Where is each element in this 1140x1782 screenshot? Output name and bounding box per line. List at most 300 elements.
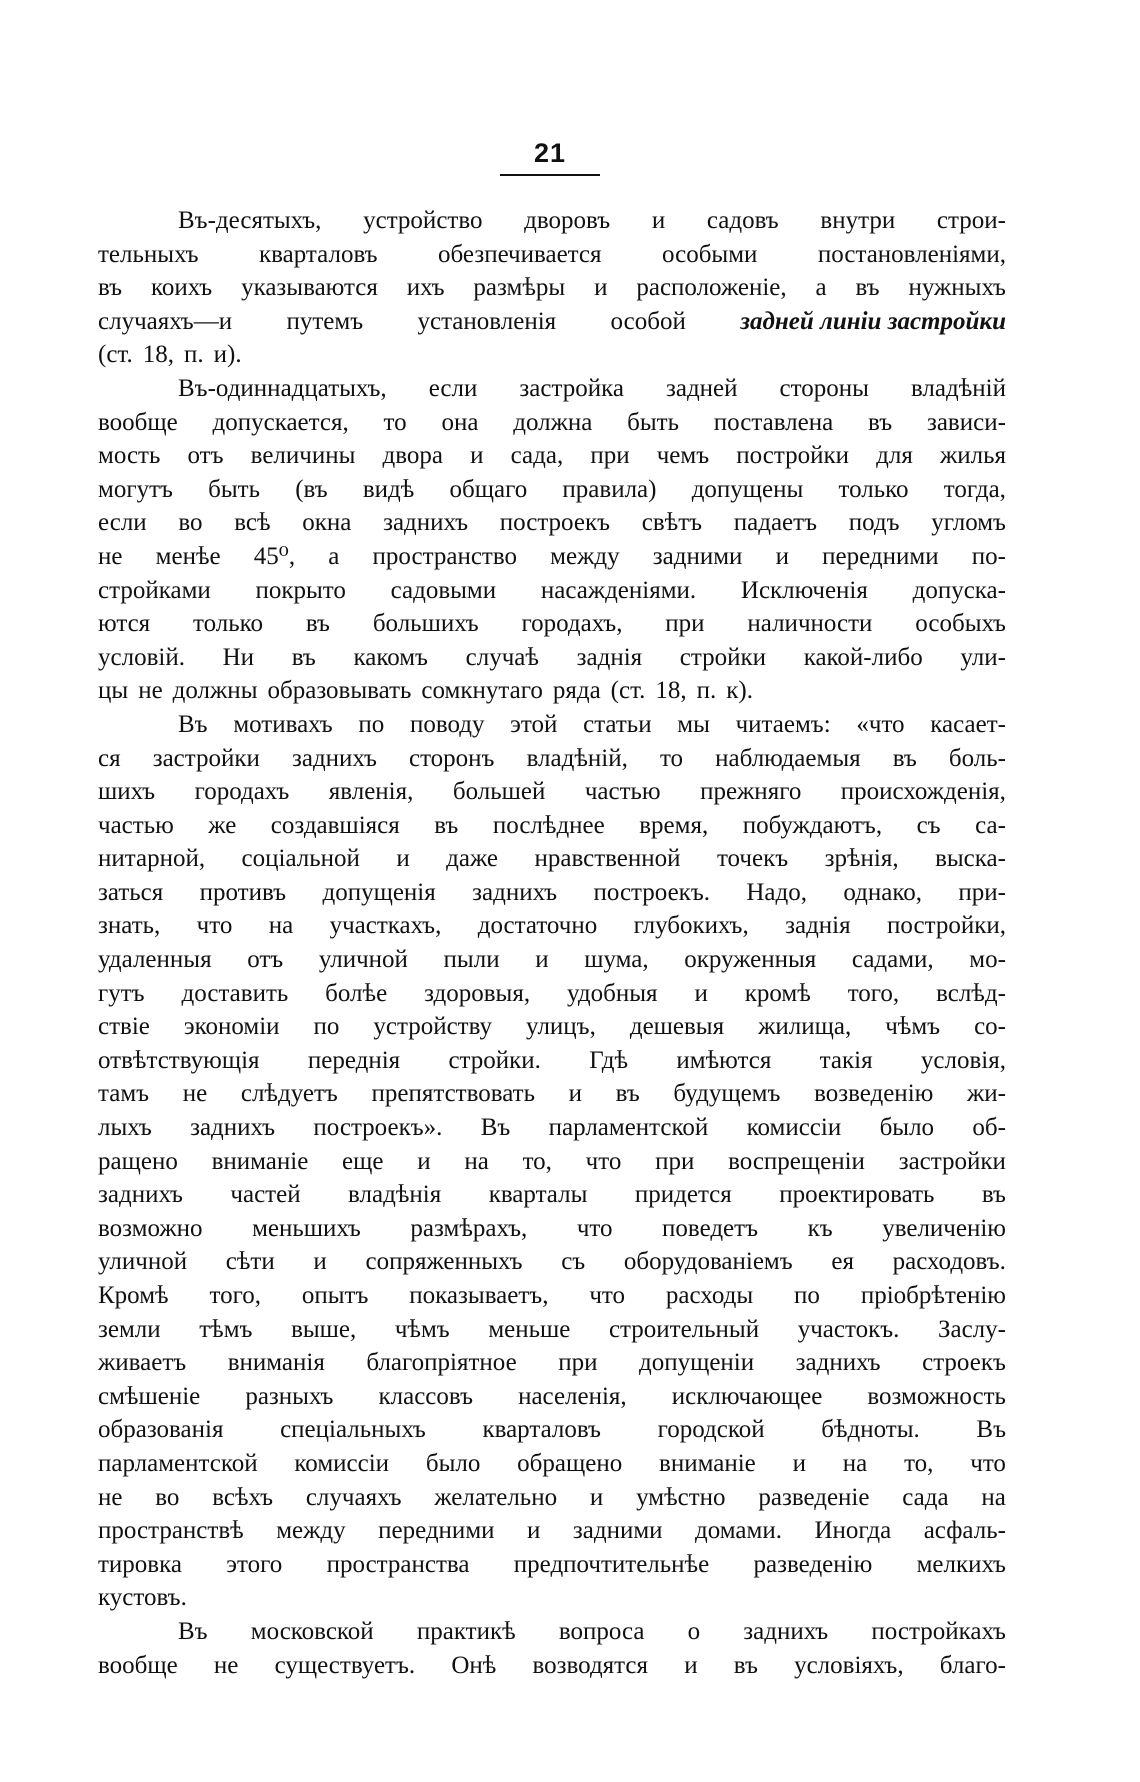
word: устройству xyxy=(373,1013,493,1041)
word: воспрещеніи xyxy=(728,1147,865,1175)
word: по xyxy=(358,710,385,738)
body-text xyxy=(98,204,1006,1682)
word: Въ-десятыхъ, xyxy=(178,207,322,234)
word: меньше xyxy=(488,1315,571,1343)
word: было xyxy=(425,1449,481,1477)
word: Ни xyxy=(222,643,255,671)
word: зрѣнія, xyxy=(824,845,899,873)
text-line xyxy=(98,708,1006,742)
text-line xyxy=(98,1380,1006,1414)
word: обезпечивается xyxy=(438,240,602,268)
word: заться xyxy=(98,878,164,906)
word: вниманія xyxy=(227,1349,325,1377)
word: гутъ xyxy=(98,979,145,1007)
text-line xyxy=(98,674,1006,708)
word: случаѣ xyxy=(465,643,539,671)
word: а xyxy=(815,274,827,302)
text-line xyxy=(98,943,1006,977)
word: улицъ, xyxy=(526,1013,596,1041)
word: и xyxy=(775,542,789,570)
text-line xyxy=(98,876,1006,910)
word: если xyxy=(428,374,478,402)
word: стройками xyxy=(98,576,211,604)
text-line xyxy=(98,1649,1006,1683)
word: вопроса xyxy=(558,1617,645,1645)
word: точекъ xyxy=(716,845,789,873)
word: особыхъ xyxy=(915,610,1006,638)
word: разныхъ xyxy=(245,1382,334,1410)
word: сопряженныхъ xyxy=(365,1248,523,1276)
word: желательно xyxy=(434,1483,558,1511)
word: установленія xyxy=(417,307,557,335)
word: тѣмъ xyxy=(199,1315,253,1343)
word: большей xyxy=(452,778,546,806)
word: ряда xyxy=(552,677,601,705)
word: земли xyxy=(98,1315,161,1343)
word: участкахъ, xyxy=(329,912,442,940)
word: и xyxy=(589,1483,604,1511)
word: могутъ xyxy=(98,475,173,503)
word: подъ xyxy=(848,509,900,537)
word: общаго xyxy=(449,475,528,503)
word: парламентской xyxy=(548,1114,709,1142)
word: что xyxy=(589,1282,626,1309)
word: противъ xyxy=(199,878,287,906)
word: какой-либо xyxy=(803,643,923,671)
word: съ xyxy=(561,1248,586,1276)
word: происхожденія, xyxy=(840,778,1006,806)
word: владѣнія xyxy=(348,1181,442,1209)
word: то xyxy=(659,744,684,772)
word: будущемъ xyxy=(673,1080,781,1108)
word: жилища, xyxy=(758,1013,852,1041)
word: по- xyxy=(971,542,1006,570)
word: поведетъ xyxy=(662,1214,759,1242)
word: асфаль- xyxy=(923,1517,1006,1545)
word: кромѣ xyxy=(744,979,811,1007)
word: что xyxy=(970,1449,1006,1477)
word: отвѣтствующія xyxy=(98,1046,260,1074)
word: всѣ xyxy=(234,509,271,537)
word: на xyxy=(268,912,294,940)
word: случаяхъ—и xyxy=(98,307,233,335)
word: Иногда xyxy=(814,1517,892,1545)
word: наличности xyxy=(747,610,873,638)
word: расходы xyxy=(665,1282,754,1309)
word: со- xyxy=(974,1013,1006,1041)
word: допущенія xyxy=(322,878,436,906)
word: мость xyxy=(98,442,161,470)
word: въ xyxy=(892,744,917,772)
word: достаточно xyxy=(477,912,598,940)
word: Въ-одиннадцатыхъ, xyxy=(178,374,387,402)
word: Въ xyxy=(178,710,208,738)
word: условій. xyxy=(98,643,185,671)
word: и xyxy=(694,979,708,1007)
word: двора xyxy=(382,442,443,470)
word: сада xyxy=(902,1483,949,1511)
word: кустовъ. xyxy=(98,1584,187,1612)
word: Кромѣ xyxy=(98,1282,169,1309)
word: по xyxy=(794,1282,820,1309)
word: 18, xyxy=(142,341,174,369)
word: должна xyxy=(513,408,593,436)
word: то, xyxy=(904,1449,934,1477)
word: правила) xyxy=(562,475,657,503)
word: не xyxy=(98,1483,123,1511)
word: 18, xyxy=(655,677,687,705)
word: чѣмъ xyxy=(394,1315,450,1343)
word: передними xyxy=(822,542,939,570)
word: увеличенію xyxy=(882,1214,1006,1242)
text-line xyxy=(98,439,1006,473)
word: сторонъ xyxy=(408,744,495,772)
word: еще xyxy=(342,1147,384,1175)
word: такія xyxy=(819,1046,873,1074)
text-line xyxy=(98,1615,1006,1649)
text-line xyxy=(98,238,1006,272)
word: и xyxy=(396,845,410,873)
word: случаяхъ xyxy=(305,1483,402,1511)
word: застройки xyxy=(152,744,260,772)
word: должны xyxy=(172,677,258,705)
word: при xyxy=(665,610,705,638)
word: создавшіяся xyxy=(270,811,400,839)
word: об- xyxy=(972,1114,1006,1142)
word: благопріятное xyxy=(366,1349,517,1377)
word: ствіе xyxy=(98,1013,150,1041)
word: во xyxy=(155,1483,180,1511)
word: слѣдуетъ xyxy=(240,1080,338,1108)
word: домами. xyxy=(695,1517,782,1545)
word: свѣтъ xyxy=(641,509,703,537)
word: 45⁰, xyxy=(253,542,296,570)
word: при xyxy=(655,1147,695,1175)
text-line xyxy=(98,742,1006,776)
word: касает- xyxy=(930,710,1006,738)
word: мо- xyxy=(969,946,1006,974)
word: имѣются xyxy=(676,1046,772,1074)
text-line xyxy=(98,1178,1006,1212)
word: садовъ xyxy=(706,207,779,234)
word: вообще xyxy=(98,408,178,436)
word: менѣе xyxy=(155,542,221,570)
word: если xyxy=(98,509,147,537)
word: разведенію xyxy=(753,1550,873,1578)
word: меньшихъ xyxy=(252,1214,361,1242)
word: величины xyxy=(250,442,356,470)
word: умѣстно xyxy=(636,1483,726,1511)
word: въ xyxy=(615,1080,640,1108)
word: послѣднее xyxy=(492,811,605,839)
word: тамъ xyxy=(98,1080,150,1108)
word: к). xyxy=(726,677,754,705)
word: условіяхъ, xyxy=(794,1651,904,1679)
text-line xyxy=(98,1313,1006,1347)
word: опытъ xyxy=(301,1282,369,1309)
word: существуетъ. xyxy=(274,1651,416,1679)
text-line xyxy=(98,204,1006,238)
text-line xyxy=(98,574,1006,608)
word: и xyxy=(417,1147,431,1175)
word: (ст. xyxy=(98,341,133,369)
word: заднихъ xyxy=(472,878,558,906)
word: доставить xyxy=(181,979,289,1007)
word: частью xyxy=(584,778,661,806)
word: и xyxy=(313,1248,327,1276)
word: во xyxy=(178,509,203,537)
word: строи- xyxy=(936,207,1006,234)
word: ули- xyxy=(960,643,1006,671)
word: не xyxy=(213,1651,239,1679)
word: нравственной xyxy=(534,845,681,873)
word: тогда, xyxy=(943,475,1006,503)
word: заднія xyxy=(576,643,643,671)
word: а xyxy=(328,542,340,570)
word: быть xyxy=(208,475,260,503)
word: ихъ xyxy=(406,274,445,302)
word: этой xyxy=(510,710,558,738)
word: и xyxy=(527,1517,541,1545)
word: придется xyxy=(634,1181,732,1209)
word: при xyxy=(590,442,630,470)
word: городахъ, xyxy=(521,610,623,638)
word: задними xyxy=(652,542,743,570)
word: жи- xyxy=(966,1080,1006,1108)
word: между xyxy=(276,1517,346,1545)
word: п. xyxy=(696,677,717,705)
word: мотивахъ xyxy=(233,710,333,738)
text-line xyxy=(98,1346,1006,1380)
word: о xyxy=(687,1617,701,1645)
word: обращено xyxy=(517,1449,623,1477)
word: построекъ xyxy=(499,509,611,537)
text-line xyxy=(98,641,1006,675)
word: что xyxy=(585,1147,622,1175)
word: же xyxy=(208,811,237,839)
word: пространство xyxy=(372,542,517,570)
word: вниманіе xyxy=(659,1449,756,1477)
word: Въ xyxy=(480,1114,511,1142)
word: время, xyxy=(639,811,709,839)
word: допускается, xyxy=(212,408,349,436)
page-number: 21 xyxy=(533,138,567,168)
text-line xyxy=(98,1514,1006,1548)
text-line xyxy=(98,1111,1006,1145)
word: пріобрѣтенію xyxy=(860,1282,1006,1309)
word: размѣрахъ, xyxy=(410,1214,528,1242)
text-line xyxy=(98,271,1006,305)
text-line xyxy=(98,809,1006,843)
word: частей xyxy=(230,1181,301,1209)
word: она xyxy=(441,408,479,436)
text-line xyxy=(98,607,1006,641)
word: угломъ xyxy=(931,509,1006,537)
word: въ xyxy=(305,610,330,638)
word: вслѣд- xyxy=(936,979,1006,1007)
word: расположеніе, xyxy=(636,274,787,302)
word: на xyxy=(981,1483,1006,1511)
word: заднія xyxy=(785,912,851,940)
word: практикѣ xyxy=(416,1617,516,1645)
word: вниманіе xyxy=(211,1147,309,1175)
text-line xyxy=(98,1413,1006,1447)
word: комиссіи xyxy=(746,1114,842,1142)
word: и xyxy=(684,1651,698,1679)
word: постройки xyxy=(736,442,849,470)
word: пыли xyxy=(443,946,500,974)
word: тельныхъ xyxy=(98,240,199,268)
word: условія, xyxy=(920,1046,1006,1074)
word: большихъ xyxy=(372,610,479,638)
word: строительный xyxy=(608,1315,760,1343)
word: кварталы xyxy=(488,1181,588,1209)
word: выше, xyxy=(291,1315,357,1343)
word: допущеніи xyxy=(638,1349,755,1377)
word: проектировать xyxy=(779,1181,935,1209)
word: мы xyxy=(677,710,710,738)
word: поставлена xyxy=(713,408,834,436)
word: построекъ». xyxy=(313,1114,443,1142)
word: и). xyxy=(213,341,242,369)
word: парламентской xyxy=(98,1449,258,1477)
word: возможно xyxy=(98,1214,203,1242)
word: комиссіи xyxy=(294,1449,390,1477)
word: глубокихъ, xyxy=(633,912,749,940)
word: шума, xyxy=(584,946,649,974)
word: кварталовъ xyxy=(259,240,378,268)
word: наблюдаемыя xyxy=(715,744,861,772)
word: устройство xyxy=(363,207,483,234)
word: московской xyxy=(250,1617,374,1645)
word: статьи xyxy=(583,710,652,738)
word: бѣдноты. xyxy=(821,1416,920,1444)
word: спеціальныхъ xyxy=(280,1416,426,1444)
word: владѣній, xyxy=(526,744,628,772)
word: указываются xyxy=(241,274,378,302)
word: лыхъ xyxy=(98,1114,152,1142)
word: дешевыя xyxy=(629,1013,725,1041)
word: кварталовъ xyxy=(482,1416,601,1444)
word: заднихъ xyxy=(743,1617,829,1645)
word: смѣшеніе xyxy=(98,1382,201,1410)
word: са- xyxy=(975,811,1006,839)
text-line xyxy=(98,1044,1006,1078)
word: внутри xyxy=(820,207,896,234)
word: то xyxy=(383,408,407,436)
word: не xyxy=(138,677,163,705)
word: экономіи xyxy=(183,1013,280,1041)
word: живаетъ xyxy=(98,1349,187,1377)
word: и xyxy=(792,1449,806,1477)
word: и xyxy=(470,442,484,470)
word: показываетъ, xyxy=(409,1282,549,1309)
word: болѣе xyxy=(325,979,388,1007)
word: читаемъ: xyxy=(735,710,831,738)
word: въ xyxy=(98,274,123,302)
word: Въ xyxy=(178,1617,208,1645)
word: сомкнутаго xyxy=(421,677,543,705)
word: даже xyxy=(446,845,499,873)
word: при xyxy=(558,1349,598,1377)
word: насажденіями. xyxy=(540,576,697,604)
word: препятствовать xyxy=(371,1080,535,1108)
word: ются xyxy=(98,610,151,638)
word: для xyxy=(876,442,913,470)
word: на xyxy=(464,1147,489,1175)
word: между xyxy=(550,542,620,570)
word: быть xyxy=(627,408,679,436)
word: падаетъ xyxy=(733,509,818,537)
word: построекъ. xyxy=(593,878,710,906)
text-line xyxy=(98,1279,1006,1313)
word: нитарной, xyxy=(98,845,206,873)
word: владѣній xyxy=(910,374,1006,402)
word: только xyxy=(838,475,909,503)
word: въ xyxy=(855,274,880,302)
word: ся xyxy=(98,744,121,772)
word: боль- xyxy=(948,744,1006,772)
word: по xyxy=(313,1013,340,1041)
word: что xyxy=(576,1214,613,1242)
word: путемъ xyxy=(286,307,364,335)
text-line xyxy=(98,1447,1006,1481)
word: постановленіями, xyxy=(817,240,1006,268)
text-line xyxy=(98,506,1006,540)
word: пространствѣ xyxy=(98,1517,244,1545)
word: было xyxy=(879,1114,935,1142)
word: сѣти xyxy=(225,1248,275,1276)
word: задней xyxy=(665,374,738,402)
word: и xyxy=(568,1080,583,1108)
word: садами, xyxy=(851,946,934,974)
word: въ xyxy=(981,1181,1006,1209)
word: классовъ xyxy=(378,1382,474,1410)
word: строекъ xyxy=(922,1349,1006,1377)
word: стройки xyxy=(679,643,767,671)
word: чѣмъ xyxy=(885,1013,941,1041)
word: (ст. xyxy=(610,677,646,705)
word: жилья xyxy=(939,442,1006,470)
word: на xyxy=(842,1449,868,1477)
word: застройка xyxy=(519,374,624,402)
word: этого xyxy=(226,1550,283,1578)
word: участокъ. xyxy=(797,1315,900,1343)
word: заднихъ xyxy=(383,509,469,537)
word: не xyxy=(98,542,123,570)
word: заднихъ xyxy=(190,1114,276,1142)
word: мелкихъ xyxy=(916,1550,1006,1578)
word: вообще xyxy=(98,1651,178,1679)
word: то, xyxy=(522,1147,552,1175)
word: окна xyxy=(302,509,352,537)
word: дворовъ xyxy=(524,207,611,234)
word: поводу xyxy=(409,710,485,738)
word: возможность xyxy=(867,1382,1006,1410)
text-line xyxy=(98,1481,1006,1515)
text-line xyxy=(98,540,1006,574)
word: къ xyxy=(807,1214,833,1242)
word: оборудованіемъ xyxy=(623,1248,793,1276)
text-line xyxy=(98,1245,1006,1279)
text-line xyxy=(98,372,1006,406)
text-line xyxy=(98,473,1006,507)
word: отъ xyxy=(247,946,284,974)
word: стройки. xyxy=(448,1046,541,1074)
word: покрыто xyxy=(255,576,346,604)
word: ея xyxy=(831,1248,854,1276)
word: здоровыя, xyxy=(424,979,531,1007)
